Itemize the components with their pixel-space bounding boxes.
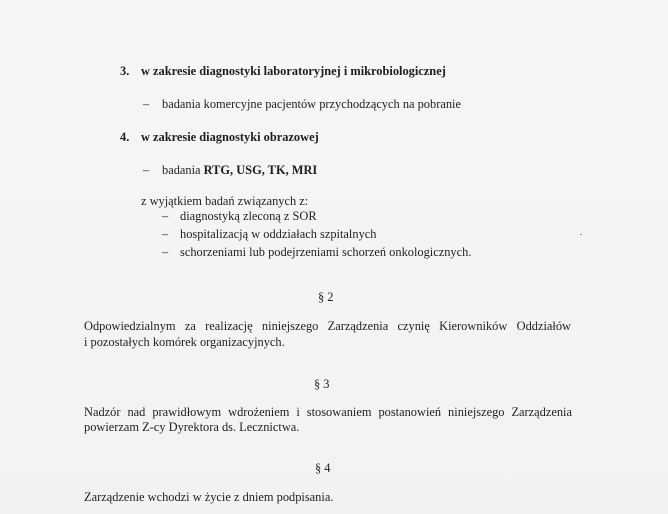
exception-dash-3: –	[162, 245, 169, 259]
section-3-number: 3.	[120, 64, 130, 78]
paragraph-2-mark: § 2	[318, 290, 334, 304]
paragraph-2-line-1: Odpowiedzialnym za realizację niniejszego Zarządzenia czynię Kierowników Oddziałów	[84, 319, 571, 333]
exceptions-intro: z wyjątkiem badań związanych z:	[141, 194, 309, 208]
exception-dash-1: –	[162, 209, 169, 223]
exception-item-1: diagnostyką zleconą z SOR	[180, 209, 317, 223]
section-3-item: badania komercyjne pacjentów przychodzących na pobranie	[162, 97, 461, 111]
exception-item-3: schorzeniami lub podejrzeniami schorzeń onkologicznych.	[180, 245, 472, 259]
exception-item-2: hospitalizacją w oddziałach szpitalnych	[180, 227, 377, 241]
paragraph-3-line-2: powierzam Z-cy Dyrektora ds. Lecznictwa.	[84, 420, 300, 434]
paragraph-2-line-2: i pozostałych komórek organizacyjnych.	[84, 335, 285, 349]
section-4-number: 4.	[120, 130, 130, 144]
section-4-item-prefix: badania	[162, 163, 204, 177]
section-4-heading: w zakresie diagnostyki obrazowej	[141, 130, 319, 144]
paragraph-4-line-1: Zarządzenie wchodzi w życie z dniem podpisania.	[84, 490, 334, 504]
exception-dash-2: –	[162, 227, 169, 241]
section-3-dash: –	[143, 97, 150, 111]
scan-speck	[580, 234, 582, 235]
section-4-item-modalities: RTG, USG, TK, MRI	[203, 163, 318, 177]
paragraph-3-mark: § 3	[314, 377, 330, 391]
paragraph-4-mark: § 4	[315, 461, 331, 475]
paragraph-3-line-1: Nadzór nad prawidłowym wdrożeniem i stosowaniem postanowień niniejszego Zarządzenia	[84, 405, 572, 419]
section-3-heading: w zakresie diagnostyki laboratoryjnej i mikrobiologicznej	[141, 64, 446, 78]
section-4-item	[162, 163, 317, 178]
section-4-dash: –	[143, 163, 150, 177]
